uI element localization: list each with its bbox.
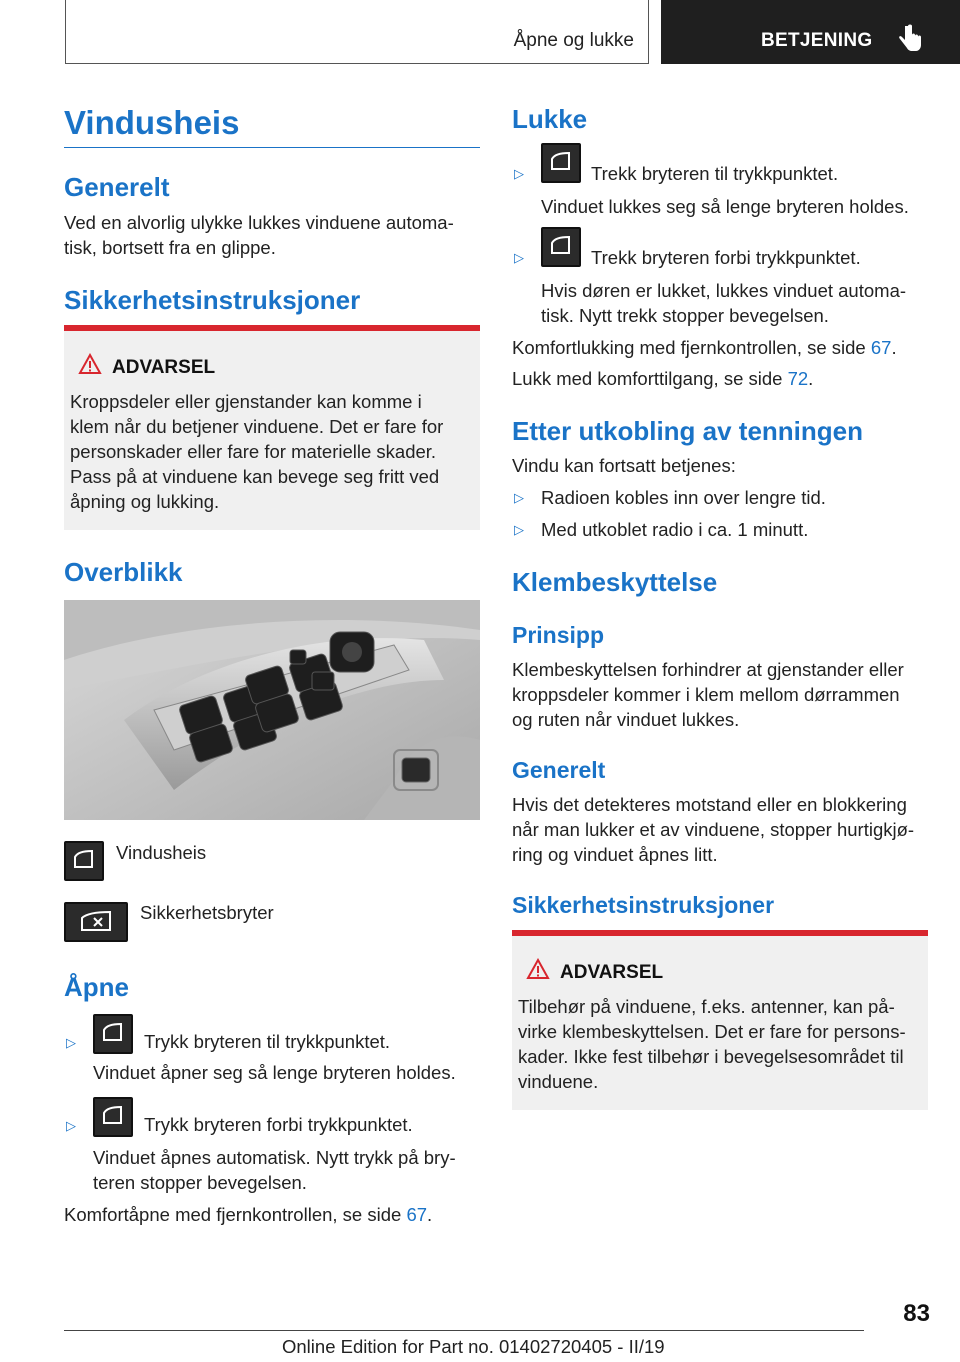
warning-triangle-icon <box>526 958 550 980</box>
warning-line: Kroppsdeler eller gjenstander kan komme i <box>70 391 422 412</box>
section-heading-open: Åpne <box>64 972 129 1002</box>
section-heading-after-ignition: Etter utkobling av tenningen <box>512 416 864 446</box>
subheading-general: Generelt <box>512 757 606 783</box>
warning-line: vinduene. <box>518 1071 599 1092</box>
open-step-text: Vinduet åpnes automatisk. Nytt trykk på bry‐ <box>93 1147 456 1168</box>
general-line: ring og vinduet åpnes litt. <box>512 844 718 865</box>
subheading-safety: Sikkerhetsinstruksjoner <box>512 892 775 918</box>
warning-line: klem når du betjener vinduene. Det er fare for <box>70 416 444 437</box>
bullet-triangle-icon: ▷ <box>514 250 524 265</box>
principle-line: kroppsdeler kommer i klem mellom dørrammen <box>512 684 900 705</box>
section-heading-close: Lukke <box>512 104 588 134</box>
window-switch-icon <box>541 227 581 267</box>
window-switch-icon <box>64 841 104 881</box>
warning-line: åpning og lukking. <box>70 491 220 512</box>
general-line: når man lukker et av vinduene, stopper hurtigkjø‐ <box>512 819 915 840</box>
header-chapter-box <box>65 0 649 64</box>
bullet-triangle-icon: ▷ <box>66 1035 76 1050</box>
legend-label: Vindusheis <box>116 842 207 863</box>
general-line: Hvis det detekteres motstand eller en blokkering <box>512 794 907 815</box>
page-number: 83 <box>903 1300 930 1327</box>
header-section-label: BETJENING <box>761 30 873 51</box>
section-heading-pinch-protection: Klembeskyttelse <box>512 567 718 597</box>
open-step-text: Trykk bryteren til trykkpunktet. <box>144 1031 391 1052</box>
section-heading-generelt: Generelt <box>64 172 170 202</box>
title-divider <box>64 147 480 148</box>
page-link-72[interactable]: 72 <box>787 368 809 389</box>
after-ignition-item: Med utkoblet radio i ca. 1 minutt. <box>541 519 809 540</box>
bullet-triangle-icon: ▷ <box>66 1118 76 1133</box>
bullet-triangle-icon: ▷ <box>514 490 524 505</box>
warning-line: virke klembeskyttelsen. Det er fare for persons‐ <box>518 1021 906 1042</box>
warning-triangle-icon <box>78 353 102 375</box>
warning-line: kader. Ikke fest tilbehør i bevegelsesområdet til <box>518 1046 904 1067</box>
window-switch-icon <box>93 1097 133 1137</box>
open-step-text: teren stopper bevegelsen. <box>93 1172 307 1193</box>
bullet-triangle-icon: ▷ <box>514 522 524 537</box>
close-step-text: Vinduet lukkes seg så lenge bryteren holdes. <box>541 196 909 217</box>
pointing-hand-icon <box>897 24 923 54</box>
close-step-text: Hvis døren er lukket, lukkes vinduet automa‐ <box>541 280 907 301</box>
window-switch-icon <box>541 143 581 183</box>
close-step-text: Trekk bryteren forbi trykkpunktet. <box>591 247 861 268</box>
open-step-text: Vinduet åpner seg så lenge bryteren holdes. <box>93 1062 456 1083</box>
warning-line: personskader eller fare for materielle skader. <box>70 441 437 462</box>
warning-box <box>512 930 928 1110</box>
subheading-principle: Prinsipp <box>512 622 605 648</box>
close-step-text: Trekk bryteren til trykkpunktet. <box>591 163 839 184</box>
window-switch-icon <box>93 1014 133 1054</box>
generelt-text-line: tisk, bortsett fra en glippe. <box>64 237 276 258</box>
principle-line: og ruten når vinduet lukkes. <box>512 709 740 730</box>
open-comfort-text: Komfortåpne med fjernkontrollen, se side 67. <box>64 1204 433 1225</box>
warning-box <box>64 325 480 530</box>
after-ignition-text: Vindu kan fortsatt betjenes: <box>512 455 736 476</box>
door-switch-photo <box>64 600 480 820</box>
close-comfort-text: Komfortlukking med fjernkontrollen, se side 67. <box>512 337 897 358</box>
warning-line: Pass på at vinduene kan bevege seg fritt ved <box>70 466 440 487</box>
header-chapter-title: Åpne og lukke <box>513 30 634 51</box>
after-ignition-item: Radioen kobles inn over lengre tid. <box>541 487 826 508</box>
bullet-triangle-icon: ▷ <box>514 166 524 181</box>
generelt-text-line: Ved en alvorlig ulykke lukkes vinduene automa‐ <box>64 212 454 233</box>
footer-divider <box>64 1330 864 1331</box>
page-title: Vindusheis <box>64 104 240 141</box>
principle-line: Klembeskyttelsen forhindrer at gjenstander eller <box>512 659 904 680</box>
page-link-67[interactable]: 67 <box>406 1204 428 1225</box>
section-heading-overview: Overblikk <box>64 557 183 587</box>
legend-label: Sikkerhetsbryter <box>140 902 274 923</box>
page-link-67[interactable]: 67 <box>870 337 892 358</box>
close-access-text: Lukk med komforttilgang, se side 72. <box>512 368 814 389</box>
warning-label: ADVARSEL <box>112 357 216 378</box>
section-heading-safety: Sikkerhetsinstruksjoner <box>64 285 361 315</box>
warning-line: Tilbehør på vinduene, f.eks. antenner, kan på‐ <box>518 996 895 1017</box>
header-section-tab[interactable] <box>661 0 960 64</box>
footer-edition: Online Edition for Part no. 01402720405 - II/19 <box>282 1336 665 1357</box>
warning-label: ADVARSEL <box>560 962 664 983</box>
close-step-text: tisk. Nytt trekk stopper bevegelsen. <box>541 305 829 326</box>
safety-switch-icon <box>64 902 128 942</box>
open-step-text: Trykk bryteren forbi trykkpunktet. <box>144 1114 413 1135</box>
